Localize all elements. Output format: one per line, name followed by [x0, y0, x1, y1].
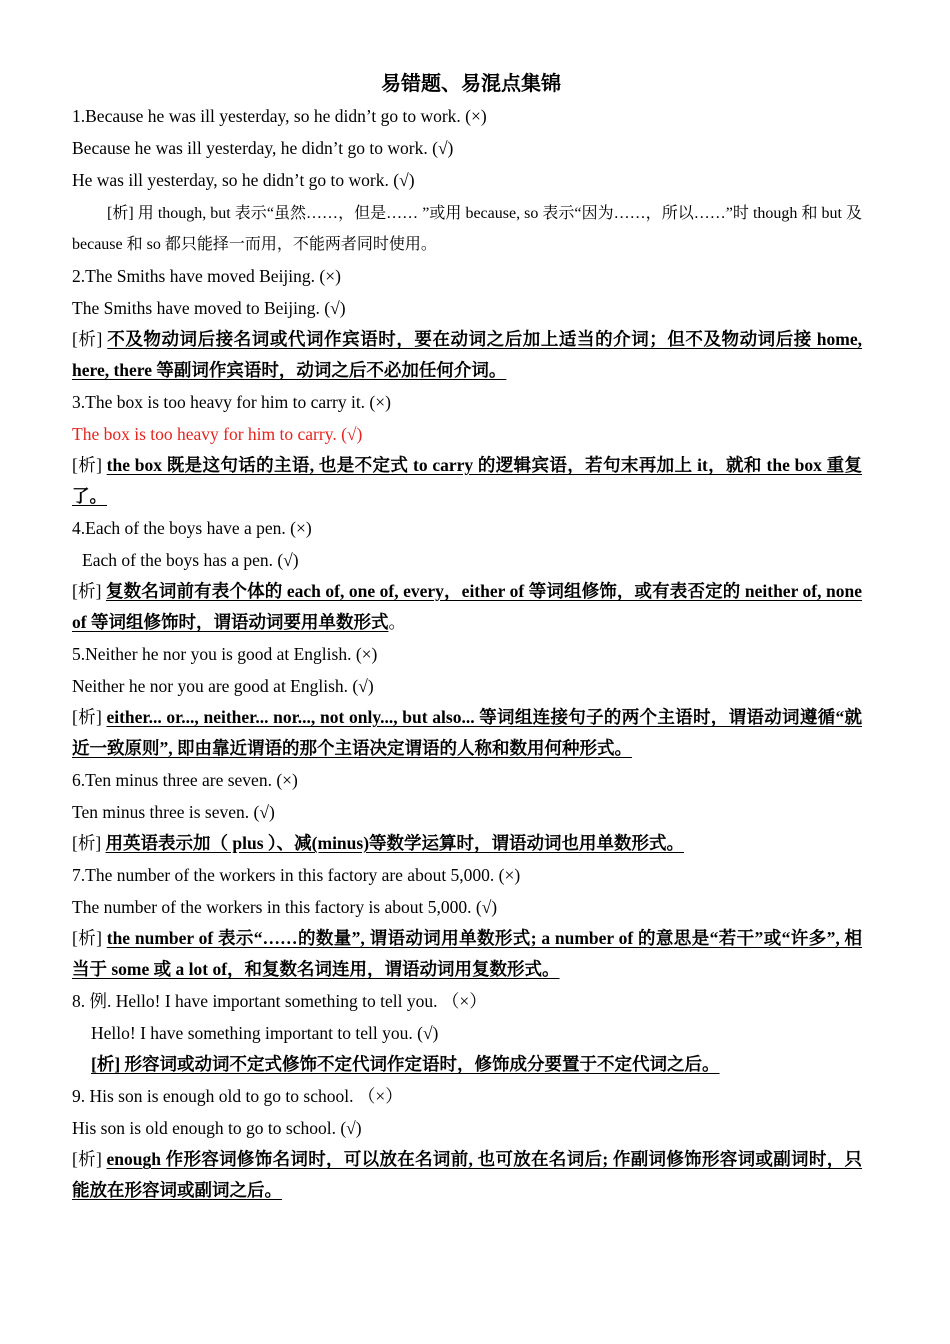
wrong-sentence-8: 8. 例. Hello! I have important something to tell you. （×）: [72, 991, 487, 1011]
analysis-label: [析]: [72, 455, 102, 475]
analysis-note-1: [析] 用 though, but 表示“虽然……，但是…… ”或用 because, so 表示“因为……，所以……”时 though 和 but 及 because 和 so 都只能择一而用，不能两者同时使用。: [72, 205, 862, 253]
analysis-label: [析]: [72, 329, 103, 349]
correct-sentence-6: Ten minus three is seven. (√): [72, 802, 275, 822]
analysis-note-4: [72, 576, 862, 638]
wrong-sentence-5: 5.Neither he nor you is good at English. (×): [72, 644, 378, 664]
wrong-sentence-6: 6.Ten minus three are seven. (×): [72, 770, 298, 790]
correct-sentence-9: His son is old enough to go to school. (√): [72, 1118, 362, 1138]
analysis-text: 不及物动词后接名词或代词作宾语时，要在动词之后加上适当的介词；但不及物动词后接 home, here, there 等副词作宾语时，动词之后不必加任何介词。: [72, 329, 863, 380]
correct-sentence-4: Each of the boys has a pen. (√): [82, 550, 299, 570]
analysis-label: [析]: [72, 833, 102, 853]
analysis-label: [析]: [72, 581, 102, 601]
wrong-sentence-7: 7.The number of the workers in this factory are about 5,000. (×): [72, 865, 521, 885]
analysis-note-8: [72, 1049, 862, 1080]
wrong-sentence-1: 1.Because he was ill yesterday, so he didn’t go to work. (×): [72, 106, 487, 126]
analysis-note-3: [72, 450, 862, 512]
analysis-text: either... or..., neither... nor..., not only..., but also... 等词组连接句子的两个主语时，谓语动词遵循“就近一致原则”, 即由靠近谓语的那个主语决定谓语的人称和数用何种形式。: [72, 707, 862, 758]
page-title: 易错题、易混点集锦: [381, 71, 561, 95]
wrong-sentence-2: 2.The Smiths have moved Beijing. (×): [72, 266, 341, 286]
wrong-sentence-3: 3.The box is too heavy for him to carry it. (×): [72, 392, 391, 412]
correct-sentence-3: The box is too heavy for him to carry. (√): [72, 424, 363, 444]
analysis-note-2: [72, 324, 862, 386]
analysis-tail: 。: [388, 612, 406, 632]
analysis-text: enough 作形容词修饰名词时，可以放在名词前, 也可放在名词后; 作副词修饰形容词或副词时，只能放在形容词或副词之后。: [72, 1149, 863, 1200]
analysis-label: [析]: [72, 1149, 102, 1169]
analysis-label: [析]: [72, 928, 102, 948]
analysis-note-9: [72, 1144, 862, 1206]
correct-sentence-5: Neither he nor you are good at English. (√): [72, 676, 374, 696]
analysis-note-5: [72, 702, 862, 764]
wrong-sentence-4: 4.Each of the boys have a pen. (×): [72, 518, 312, 538]
correct-sentence-8: Hello! I have something important to tell you. (√): [91, 1023, 439, 1043]
analysis-note-7: [72, 923, 862, 985]
analysis-note-6: [72, 828, 862, 859]
correct-sentence-1b: He was ill yesterday, so he didn’t go to work. (√): [72, 170, 415, 190]
analysis-text: the number of 表示“……的数量”, 谓语动词用单数形式; a number of 的意思是“若干”或“许多”, 相当于 some 或 a lot of，和复数名词连用，谓语动词用复数形式。: [72, 928, 862, 979]
correct-sentence-7: The number of the workers in this factory is about 5,000. (√): [72, 897, 498, 917]
analysis-text: 复数名词前有表个体的 each of, one of, every，either of 等词组修饰，或有表否定的 neither of, none of 等词组修饰时，谓语动词要用单数形式: [72, 581, 862, 632]
analysis-text: 用英语表示加（ plus ）、减(minus)等数学运算时，谓语动词也用单数形式。: [105, 833, 685, 853]
analysis-text: [析] 形容词或动词不定式修饰不定代词作定语时，修饰成分要置于不定代词之后。: [91, 1054, 720, 1074]
analysis-label: [析]: [72, 707, 102, 727]
correct-sentence-1a: Because he was ill yesterday, he didn’t go to work. (√): [72, 138, 454, 158]
analysis-text: the box 既是这句话的主语, 也是不定式 to carry 的逻辑宾语，若句末再加上 it，就和 the box 重复了。: [72, 455, 862, 506]
wrong-sentence-9: 9. His son is enough old to go to school. （×）: [72, 1086, 403, 1106]
correct-sentence-2: The Smiths have moved to Beijing. (√): [72, 298, 346, 318]
document-page: [72, 66, 862, 1206]
